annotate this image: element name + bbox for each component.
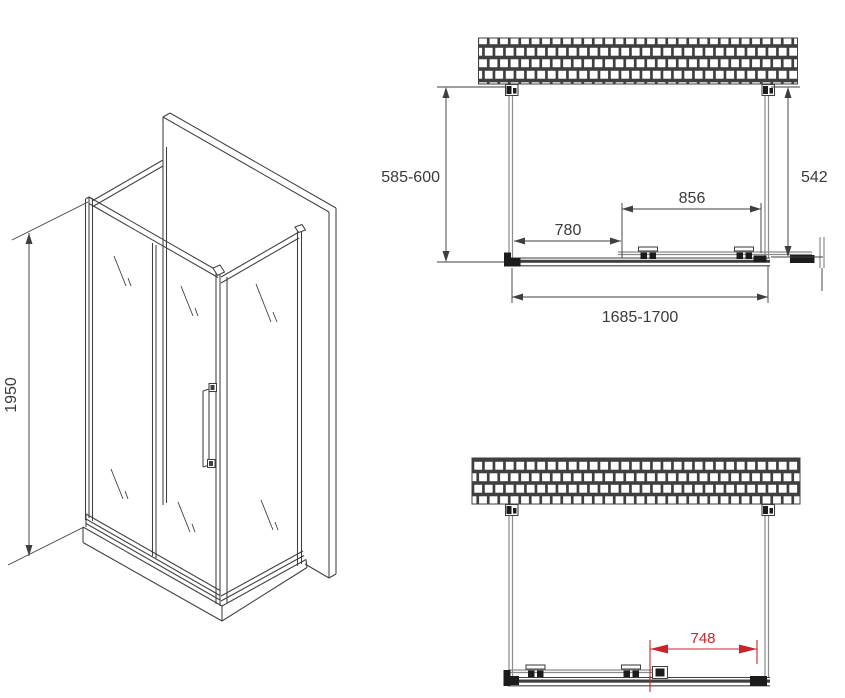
wall-hatch [472,458,800,504]
dimension-right-depth [771,87,828,257]
door-track-closed [504,203,824,291]
door-track-open [504,665,771,686]
left-side-panel-plan [506,84,519,258]
fixed-section-label: 780 [554,222,582,239]
wall-hatch [479,38,798,84]
glass-shine-marks [111,256,278,532]
left-depth-label: 585-600 [381,169,440,186]
roller-carriage [735,247,754,259]
roller-carriage [526,665,545,677]
back-wall-slab [163,113,336,578]
left-side-panel [92,147,167,505]
plan-view-door-open [472,458,800,692]
right-side-panel-plan [762,84,775,258]
height-label: 1950 [3,377,20,413]
dimension-left-depth [381,87,506,262]
dimension-overall-width [512,266,768,326]
dimension-door-section [622,190,761,213]
door-opening-label: 748 [690,630,716,647]
overall-width-label: 1685-1700 [601,309,679,326]
right-side-panel [221,225,306,602]
right-depth-label: 542 [801,169,828,186]
isometric-view [3,113,336,621]
left-side-panel-plan [506,504,519,678]
front-frame [86,197,228,606]
roller-carriage [622,665,641,677]
plan-view-door-closed [381,38,828,326]
door-handle [203,384,217,468]
roller-carriage [639,247,658,259]
door-section-label: 856 [678,190,706,207]
dimension-height [3,202,88,565]
dimension-fixed-section [514,222,621,245]
right-side-panel-plan [762,504,775,678]
